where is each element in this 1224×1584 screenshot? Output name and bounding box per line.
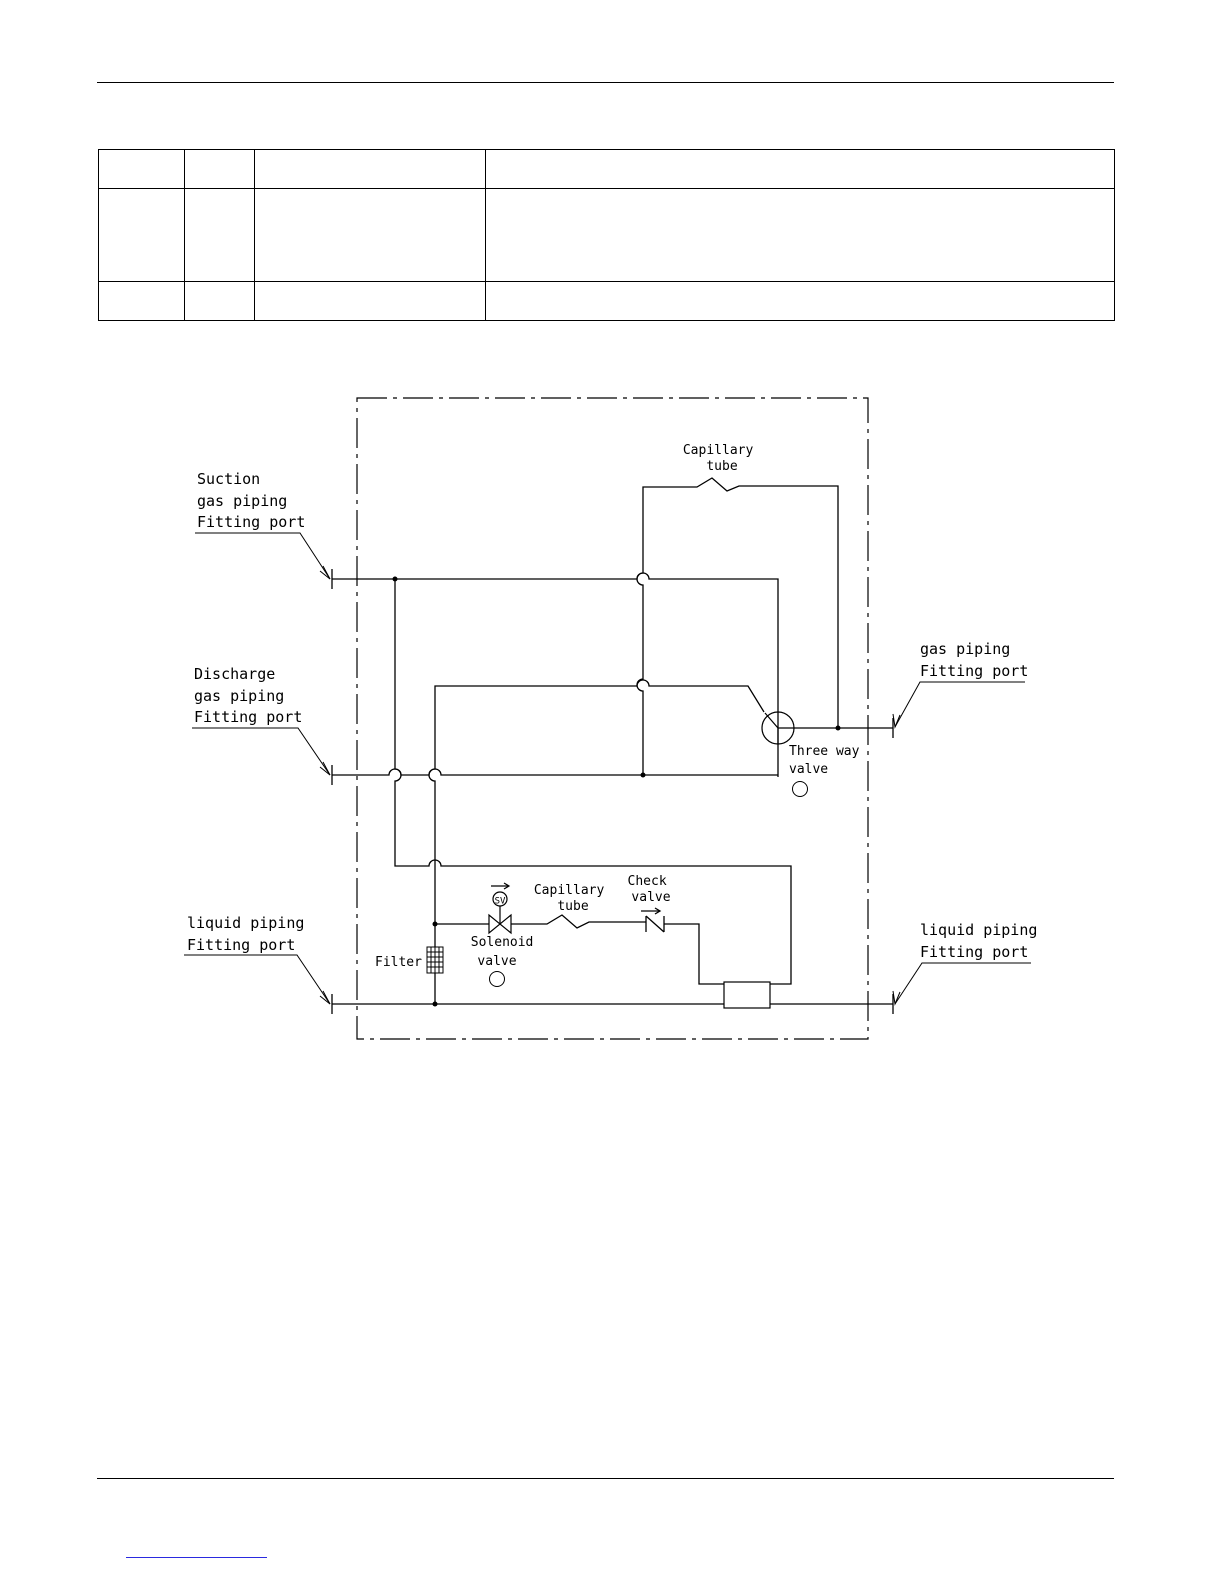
gas-port-label: gas piping Fitting port <box>920 640 1029 680</box>
filter-label: Filter <box>375 955 422 970</box>
filter-icon <box>427 947 443 973</box>
discharge-port-label: Discharge gas piping Fitting port <box>194 665 303 726</box>
footer-rule <box>97 1478 1114 1479</box>
three-way-feed-line <box>429 680 764 860</box>
check-valve-label: Check valve <box>627 874 671 905</box>
capillary-loop-top <box>637 478 838 775</box>
three-way-marker <box>793 782 808 797</box>
footer-link-underline[interactable] <box>126 1557 267 1558</box>
solenoid-symbol-text: SV <box>494 896 506 907</box>
leader-lines <box>184 533 1031 1004</box>
capillary-top-label: Capillary tube <box>682 443 754 474</box>
three-way-valve-label: Three way valve <box>789 744 860 777</box>
solenoid-valve-icon <box>489 883 511 933</box>
capillary-bottom-line <box>511 915 646 928</box>
check-valve-outlet <box>664 924 724 984</box>
liquid-port-left-label: liquid piping Fitting port <box>187 914 305 954</box>
check-valve-icon <box>641 908 664 932</box>
suction-port-label: Suction gas piping Fitting port <box>197 470 306 531</box>
suction-line <box>332 573 778 777</box>
solenoid-valve-label: Solenoid valve <box>470 935 534 969</box>
heat-exchanger-box <box>724 982 770 1008</box>
junction-dots <box>393 577 841 1007</box>
piping-lines <box>332 478 893 1004</box>
fitting-port-marks <box>332 569 893 1014</box>
return-loop <box>395 579 791 984</box>
liquid-port-right-label: liquid piping Fitting port <box>920 921 1038 961</box>
capillary-bottom-label: Capillary tube <box>533 883 605 914</box>
solenoid-marker <box>490 972 505 987</box>
